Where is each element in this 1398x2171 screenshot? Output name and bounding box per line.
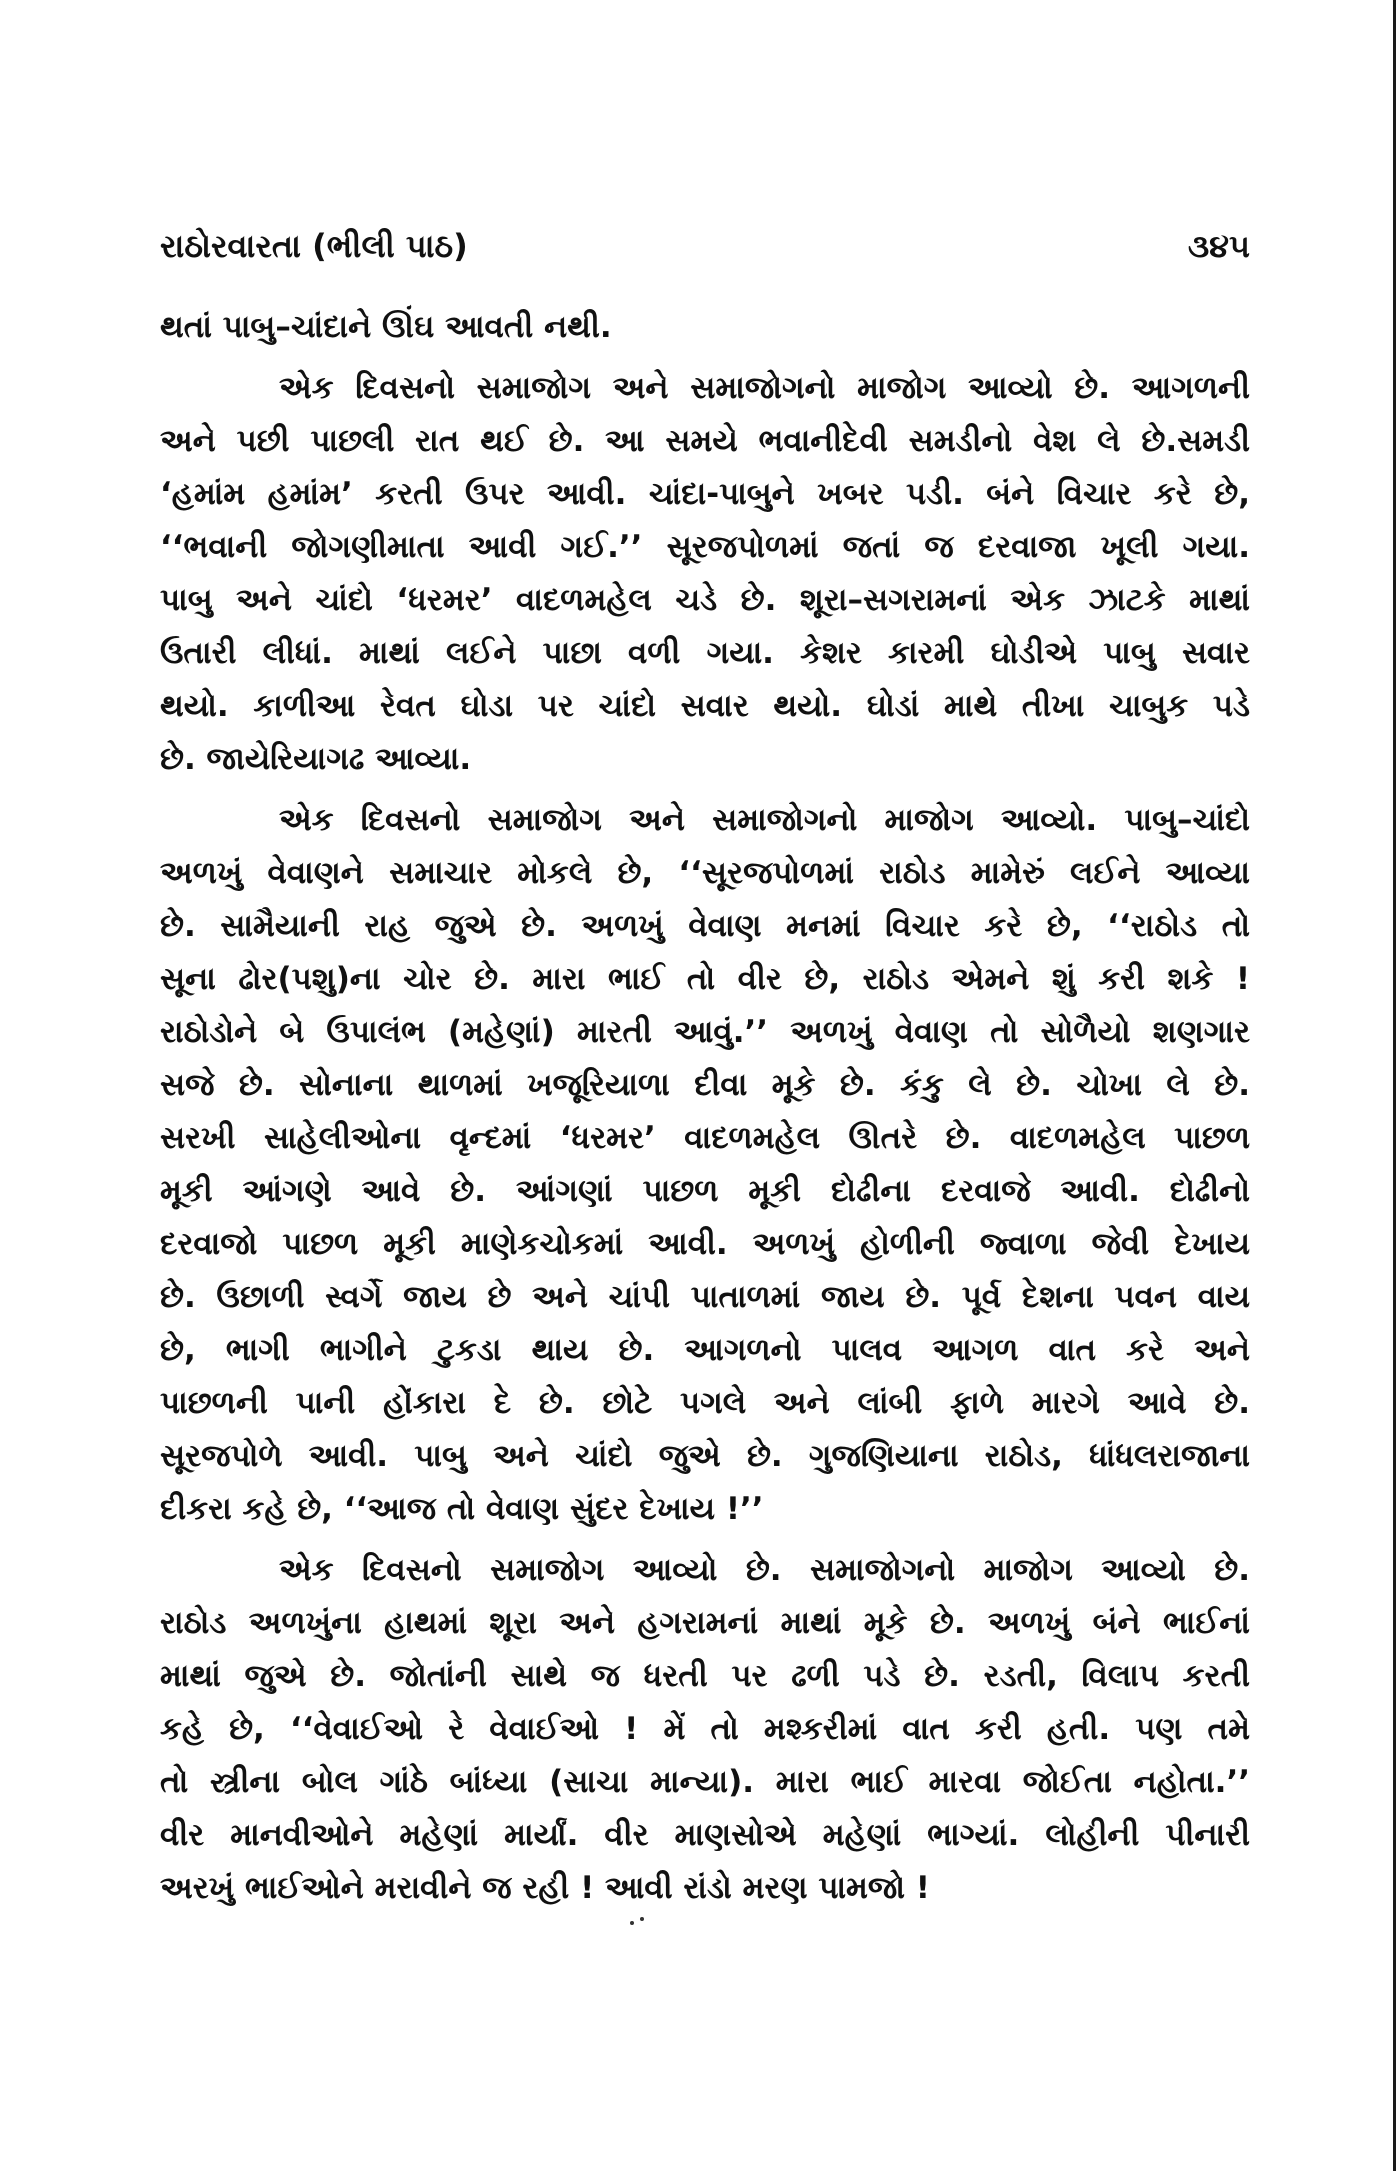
text-line: થતાં પાબુ–ચાંદાને ઊંઘ આવતી નથી. (160, 309, 612, 345)
text-line: રાઠોડોને બે ઉપાલંભ (મહેણાં) મારતી આવું.’’ અળખું વેવાણ તો સોળૈયો શણગાર (160, 1014, 1250, 1050)
text-line: એક દિવસનો સમાજોગ અને સમાજોગનો માજોગ આવ્યો છે. આગળની (279, 370, 1250, 406)
running-title: રાઠોરવારતા (ભીલી પાઠ) (160, 227, 468, 265)
text-line: પાબુ અને ચાંદો ‘ધરમર’ વાદળમહેલ ચડે છે. શૂરા–સગરામનાં એક ઝાટકે માથાં (160, 582, 1250, 618)
body-text (160, 301, 1250, 1915)
text-line: અરખું ભાઈઓને મરાવીને જ રહી ! આવી રાંડો મરણ પામજો ! (160, 1870, 930, 1906)
text-line: વીર માનવીઓને મહેણાં માર્યાં. વીર માણસોએ મહેણાં ભાગ્યાં. લોહીની પીનારી (160, 1817, 1250, 1853)
text-line: સરખી સાહેલીઓના વૃન્દમાં ‘ધરમર’ વાદળમહેલ ઊતરે છે. વાદળમહેલ પાછળ (160, 1120, 1250, 1156)
text-line: દરવાજો પાછળ મૂકી માણેકચોકમાં આવી. અળખું હોળીની જ્વાળા જેવી દેખાય (160, 1226, 1250, 1262)
text-line: છે, ભાગી ભાગીને ટુકડા થાય છે. આગળનો પાલવ આગળ વાત કરે અને (160, 1332, 1250, 1368)
text-line: મૂકી આંગણે આવે છે. આંગણાં પાછળ મૂકી દોઢીના દરવાજે આવી. દોઢીનો (160, 1173, 1250, 1209)
text-line: રાઠોડ અળખુંના હાથમાં શૂરા અને હગરામનાં માથાં મૂકે છે. અળખું બંને ભાઈનાં (160, 1605, 1250, 1641)
text-line: સૂરજપોળે આવી. પાબુ અને ચાંદો જુએ છે. ગુજણિયાના રાઠોડ, ધાંધલરાજાના (160, 1438, 1250, 1474)
page-number: ૩૪૫ (1187, 227, 1250, 265)
text-line: દીકરા કહે છે, ‘‘આજ તો વેવાણ સુંદર દેખાય !’’ (160, 1491, 764, 1527)
text-line: થયો. કાળીઆ રેવત ઘોડા પર ચાંદો સવાર થયો. ઘોડાં માથે તીખા ચાબુક પડે (160, 688, 1250, 724)
text-line: કહે છે, ‘‘વેવાઈઓ રે વેવાઈઓ ! મેં તો મશ્કરીમાં વાત કરી હતી. પણ તમે (160, 1711, 1250, 1747)
running-header (160, 220, 1250, 272)
text-line: ‘હમાંમ હમાંમ’ કરતી ઉપર આવી. ચાંદા-પાબુને ખબર પડી. બંને વિચાર કરે છે, (160, 476, 1250, 512)
text-line: એક દિવસનો સમાજોગ આવ્યો છે. સમાજોગનો માજોગ આવ્યો છે. (279, 1552, 1250, 1588)
text-line: છે. ઉછાળી સ્વર્ગે જાય છે અને ચાંપી પાતાળમાં જાય છે. પૂર્વ દેશના પવન વાય (160, 1279, 1250, 1315)
scan-edge-line (1393, 0, 1396, 2171)
paragraph (160, 362, 1250, 786)
paragraph-continuation (160, 301, 1250, 354)
text-line: સજે છે. સોનાના થાળમાં ખજૂરિયાળા દીવા મૂકે છે. કંકુ લે છે. ચોખા લે છે. (160, 1067, 1250, 1103)
text-line: પાછળની પાની હોંકારા દે છે. છોટે પગલે અને લાંબી ફાળે મારગે આવે છે. (160, 1385, 1250, 1421)
text-line: સૂના ઢોર(પશુ)ના ચોર છે. મારા ભાઈ તો વીર છે, રાઠોડ એમને શું કરી શકે ! (160, 961, 1250, 997)
text-line: એક દિવસનો સમાજોગ અને સમાજોગનો માજોગ આવ્યો. પાબુ–ચાંદો (279, 802, 1250, 838)
text-line: અને પછી પાછલી રાત થઈ છે. આ સમયે ભવાનીદેવી સમડીનો વેશ લે છે.સમડી (160, 423, 1250, 459)
text-line: ‘‘ભવાની જોગણીમાતા આવી ગઈ.’’ સૂરજપોળમાં જતાં જ દરવાજા ખૂલી ગયા. (160, 529, 1250, 565)
paragraph (160, 794, 1250, 1536)
text-line: માથાં જુએ છે. જોતાંની સાથે જ ધરતી પર ઢળી પડે છે. રડતી, વિલાપ કરતી (160, 1658, 1250, 1694)
print-speck (630, 1921, 646, 1927)
text-line: છે. સામૈયાની રાહ જુએ છે. અળખું વેવાણ મનમાં વિચાર કરે છે, ‘‘રાઠોડ તો (160, 908, 1250, 944)
text-line: તો સ્ત્રીના બોલ ગાંઠે બાંધ્યા (સાચા માન્યા). મારા ભાઈ મારવા જોઈતા નહોતા.’’ (160, 1764, 1250, 1800)
paragraph (160, 1544, 1250, 1915)
text-line: ઉતારી લીધાં. માથાં લઈને પાછા વળી ગયા. કેશર કારમી ઘોડીએ પાબુ સવાર (160, 635, 1250, 671)
text-line: છે. જાયેરિયાગઢ આવ્યા. (160, 741, 472, 777)
text-line: અળખું વેવાણને સમાચાર મોકલે છે, ‘‘સૂરજપોળમાં રાઠોડ મામેરું લઈને આવ્યા (160, 855, 1250, 891)
